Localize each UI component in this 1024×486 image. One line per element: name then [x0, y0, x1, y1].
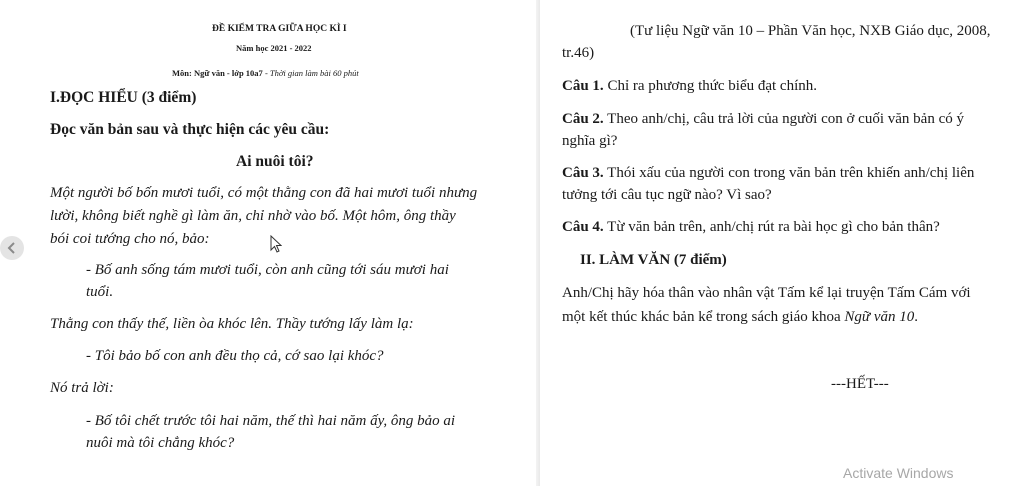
mouse-pointer-icon [270, 235, 282, 258]
reading-instruction: Đọc văn bản sau và thực hiện các yêu cầu: [50, 121, 330, 138]
source-citation-cont: tr.46) [562, 45, 595, 61]
question-3-cont: tưởng tới câu tục ngữ nào? Vì sao? [562, 187, 772, 203]
exam-title: ĐỀ KIỂM TRA GIỮA HỌC KÌ I [212, 24, 347, 34]
section1-heading: I.ĐỌC HIỂU (3 điểm) [50, 89, 197, 106]
story-line: Thằng con thấy thế, liền òa khóc lên. Thầy tướng lấy làm lạ: [50, 316, 414, 332]
question-4 [562, 219, 940, 236]
chevron-left-icon[interactable] [0, 236, 24, 260]
question-label: Câu 2. [562, 111, 604, 127]
question-text: Theo anh/chị, câu trả lời của người con ở cuối văn bản có ý [603, 111, 964, 127]
dialogue-line: tuổi. [86, 284, 114, 300]
source-citation: (Tư liệu Ngữ văn 10 – Phần Văn học, NXB Giáo dục, 2008, [630, 23, 991, 39]
dialogue-line: - Bố anh sống tám mươi tuổi, còn anh cũng tới sáu mươi hai [86, 262, 449, 278]
school-year: Năm học 2021 - 2022 [236, 43, 312, 53]
question-3 [562, 165, 974, 182]
question-text: Chỉ ra phương thức biểu đạt chính. [603, 78, 818, 94]
story-title: Ai nuôi tôi? [236, 153, 314, 170]
essay-prompt-cont [562, 309, 918, 326]
story-line: Một người bố bốn mươi tuổi, có một thằng con đã hai mươi tuổi nhưng [50, 185, 478, 201]
exam-page-right [540, 0, 1024, 486]
story-line: Nó trả lời: [50, 380, 114, 396]
time-note: - Thời gian làm bài 60 phút [262, 68, 359, 78]
question-2-cont: nghĩa gì? [562, 133, 618, 149]
question-text: Thói xấu của người con trong văn bản trên khiến anh/chị liên [603, 165, 975, 181]
question-label: Câu 1. [562, 78, 604, 94]
dialogue-line: - Bố tôi chết trước tôi hai năm, thế thì hai năm ấy, ông bảo ai [86, 413, 456, 429]
subject-text: Môn: Ngữ văn - lớp 10a7 [172, 68, 263, 78]
essay-prompt: Anh/Chị hãy hóa thân vào nhân vật Tấm kể lại truyện Tấm Cám với [562, 285, 971, 301]
section2-heading: II. LÀM VĂN (7 điểm) [580, 252, 727, 268]
question-2 [562, 111, 964, 128]
question-1 [562, 78, 817, 95]
question-text: Từ văn bản trên, anh/chị rút ra bài học gì cho bản thân? [603, 219, 940, 235]
end-mark: ---HẾT--- [831, 376, 889, 392]
dialogue-line: - Tôi bảo bố con anh đều thọ cả, cớ sao lại khóc? [86, 348, 384, 364]
essay-text-end: . [914, 309, 919, 325]
question-label: Câu 3. [562, 165, 604, 181]
textbook-name: Ngữ văn 10 [844, 309, 915, 325]
subject-line [172, 68, 359, 78]
question-label: Câu 4. [562, 219, 604, 235]
activation-watermark: Activate Windows [843, 465, 954, 481]
story-line: bói coi tướng cho nó, bảo: [50, 231, 210, 247]
dialogue-line: nuôi mà tôi chẳng khóc? [86, 435, 235, 451]
essay-text: một kết thúc khác bản kể trong sách giáo khoa [562, 309, 845, 325]
story-line: lười, không biết nghề gì làm ăn, chỉ nhờ vào bố. Một hôm, ông thầy [50, 208, 456, 224]
